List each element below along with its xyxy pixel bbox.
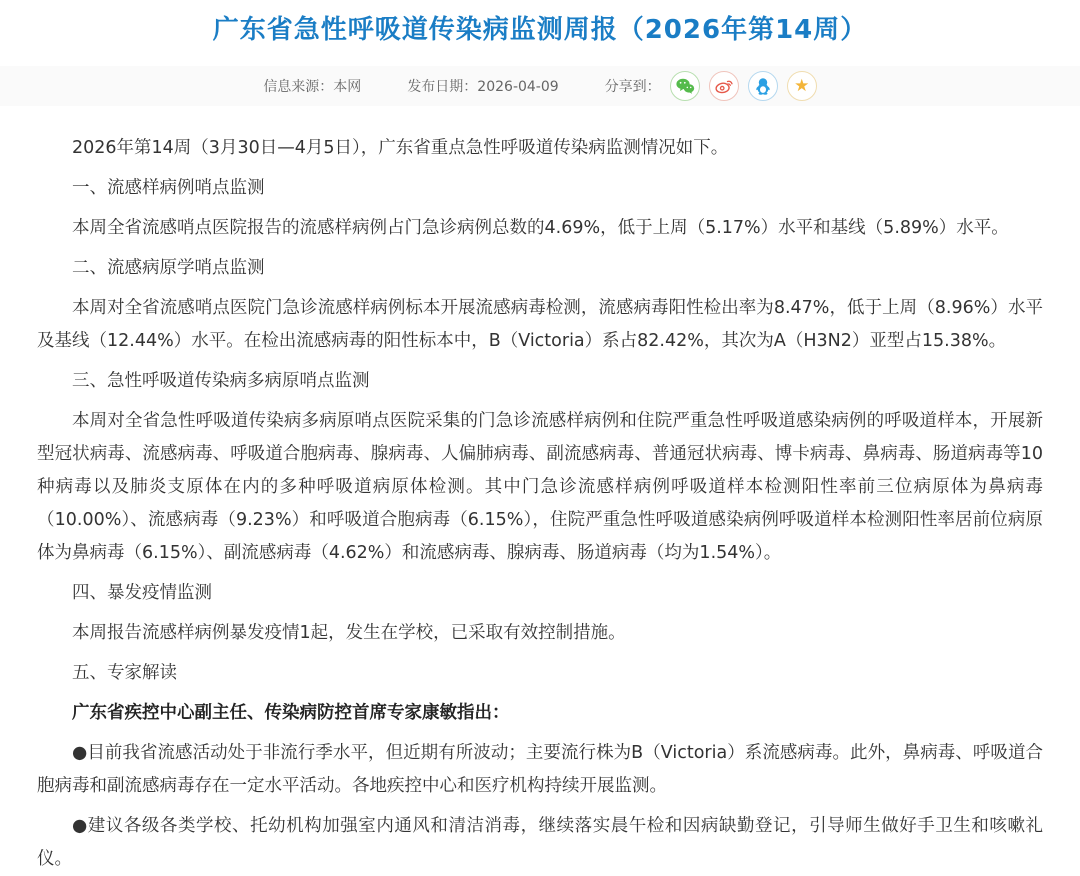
share-weibo-button[interactable] [709, 71, 739, 101]
page-title: 广东省急性呼吸道传染病监测周报（2026年第14周） [212, 15, 868, 45]
section-heading-3: 三、急性呼吸道传染病多病原哨点监测 [72, 371, 370, 391]
expert-statement-heading: 广东省疾控中心副主任、传染病防控首席专家康敏指出： [72, 703, 510, 723]
share-group [605, 71, 817, 101]
share-label: 分享到： [604, 79, 661, 95]
article-paragraph: 本周报告流感样病例暴发疫情1起，发生在学校，已采取有效控制措施。 [72, 623, 626, 643]
section-heading-5: 五、专家解读 [72, 663, 177, 683]
wechat-icon [675, 77, 695, 95]
article-paragraph: 本周对全省流感哨点医院门急诊流感样病例标本开展流感病毒检测，流感病毒阳性检出率为8.47%，低于上周（8.96%）水平及基线（12.44%）水平。在检出流感病毒的阳性标本中，B（Victoria）系占82.42%，其次为A（H3N2）亚型占15.38%。 [37, 298, 1043, 351]
info-source: 信息来源：本网 [263, 79, 362, 95]
article-paragraph: 2026年第14周（3月30日—4月5日），广东省重点急性呼吸道传染病监测情况如下。 [72, 138, 729, 158]
title-area [0, 0, 1080, 48]
weibo-icon [714, 77, 734, 95]
info-publish-date: 发布日期：2026-04-09 [407, 79, 559, 95]
bullet-paragraph: ●目前我省流感活动处于非流行季水平，但近期有所波动；主要流行株为B（Victoria）系流感病毒。此外，鼻病毒、呼吸道合胞病毒和副流感病毒存在一定水平活动。各地疾控中心和医疗机构持续开展监测。 [37, 743, 1043, 796]
info-bar [0, 66, 1080, 106]
article-paragraph: 本周对全省急性呼吸道传染病多病原哨点医院采集的门急诊流感样病例和住院严重急性呼吸道感染病例的呼吸道样本，开展新型冠状病毒、流感病毒、呼吸道合胞病毒、腺病毒、人偏肺病毒、副流感病毒、普通冠状病毒、博卡病毒、鼻病毒、肠道病毒等10种病毒以及肺炎支原体在内的多种呼吸道病原体检测。其中门急诊流感样病例呼吸道样本检测阳性率前三位病原体为鼻病毒（10.00%）、流感病毒（9.23%）和呼吸道合胞病毒（6.15%），住院严重急性呼吸道感染病例呼吸道样本检测阳性率居前位病原体为鼻病毒（6.15%）、副流感病毒（4.62%）和流感病毒、腺病毒、肠道病毒（均为1.54%）。 [37, 411, 1043, 563]
section-heading-1: 一、流感样病例哨点监测 [72, 178, 265, 198]
section-heading-2: 二、流感病原学哨点监测 [72, 258, 265, 278]
bullet-paragraph: ●建议各级各类学校、托幼机构加强室内通风和清洁消毒，继续落实晨午检和因病缺勤登记，引导师生做好手卫生和咳嗽礼仪。 [37, 816, 1043, 869]
share-qq-button[interactable] [748, 71, 778, 101]
section-heading-4: 四、暴发疫情监测 [72, 583, 212, 603]
qq-penguin-icon [754, 77, 772, 95]
share-wechat-button[interactable] [670, 71, 700, 101]
article-paragraph: 本周全省流感哨点医院报告的流感样病例占门急诊病例总数的4.69%，低于上周（5.17%）水平和基线（5.89%）水平。 [72, 218, 1009, 238]
star-icon: ★ [794, 75, 810, 96]
article-body [0, 132, 1080, 876]
share-qzone-button[interactable] [787, 71, 817, 101]
